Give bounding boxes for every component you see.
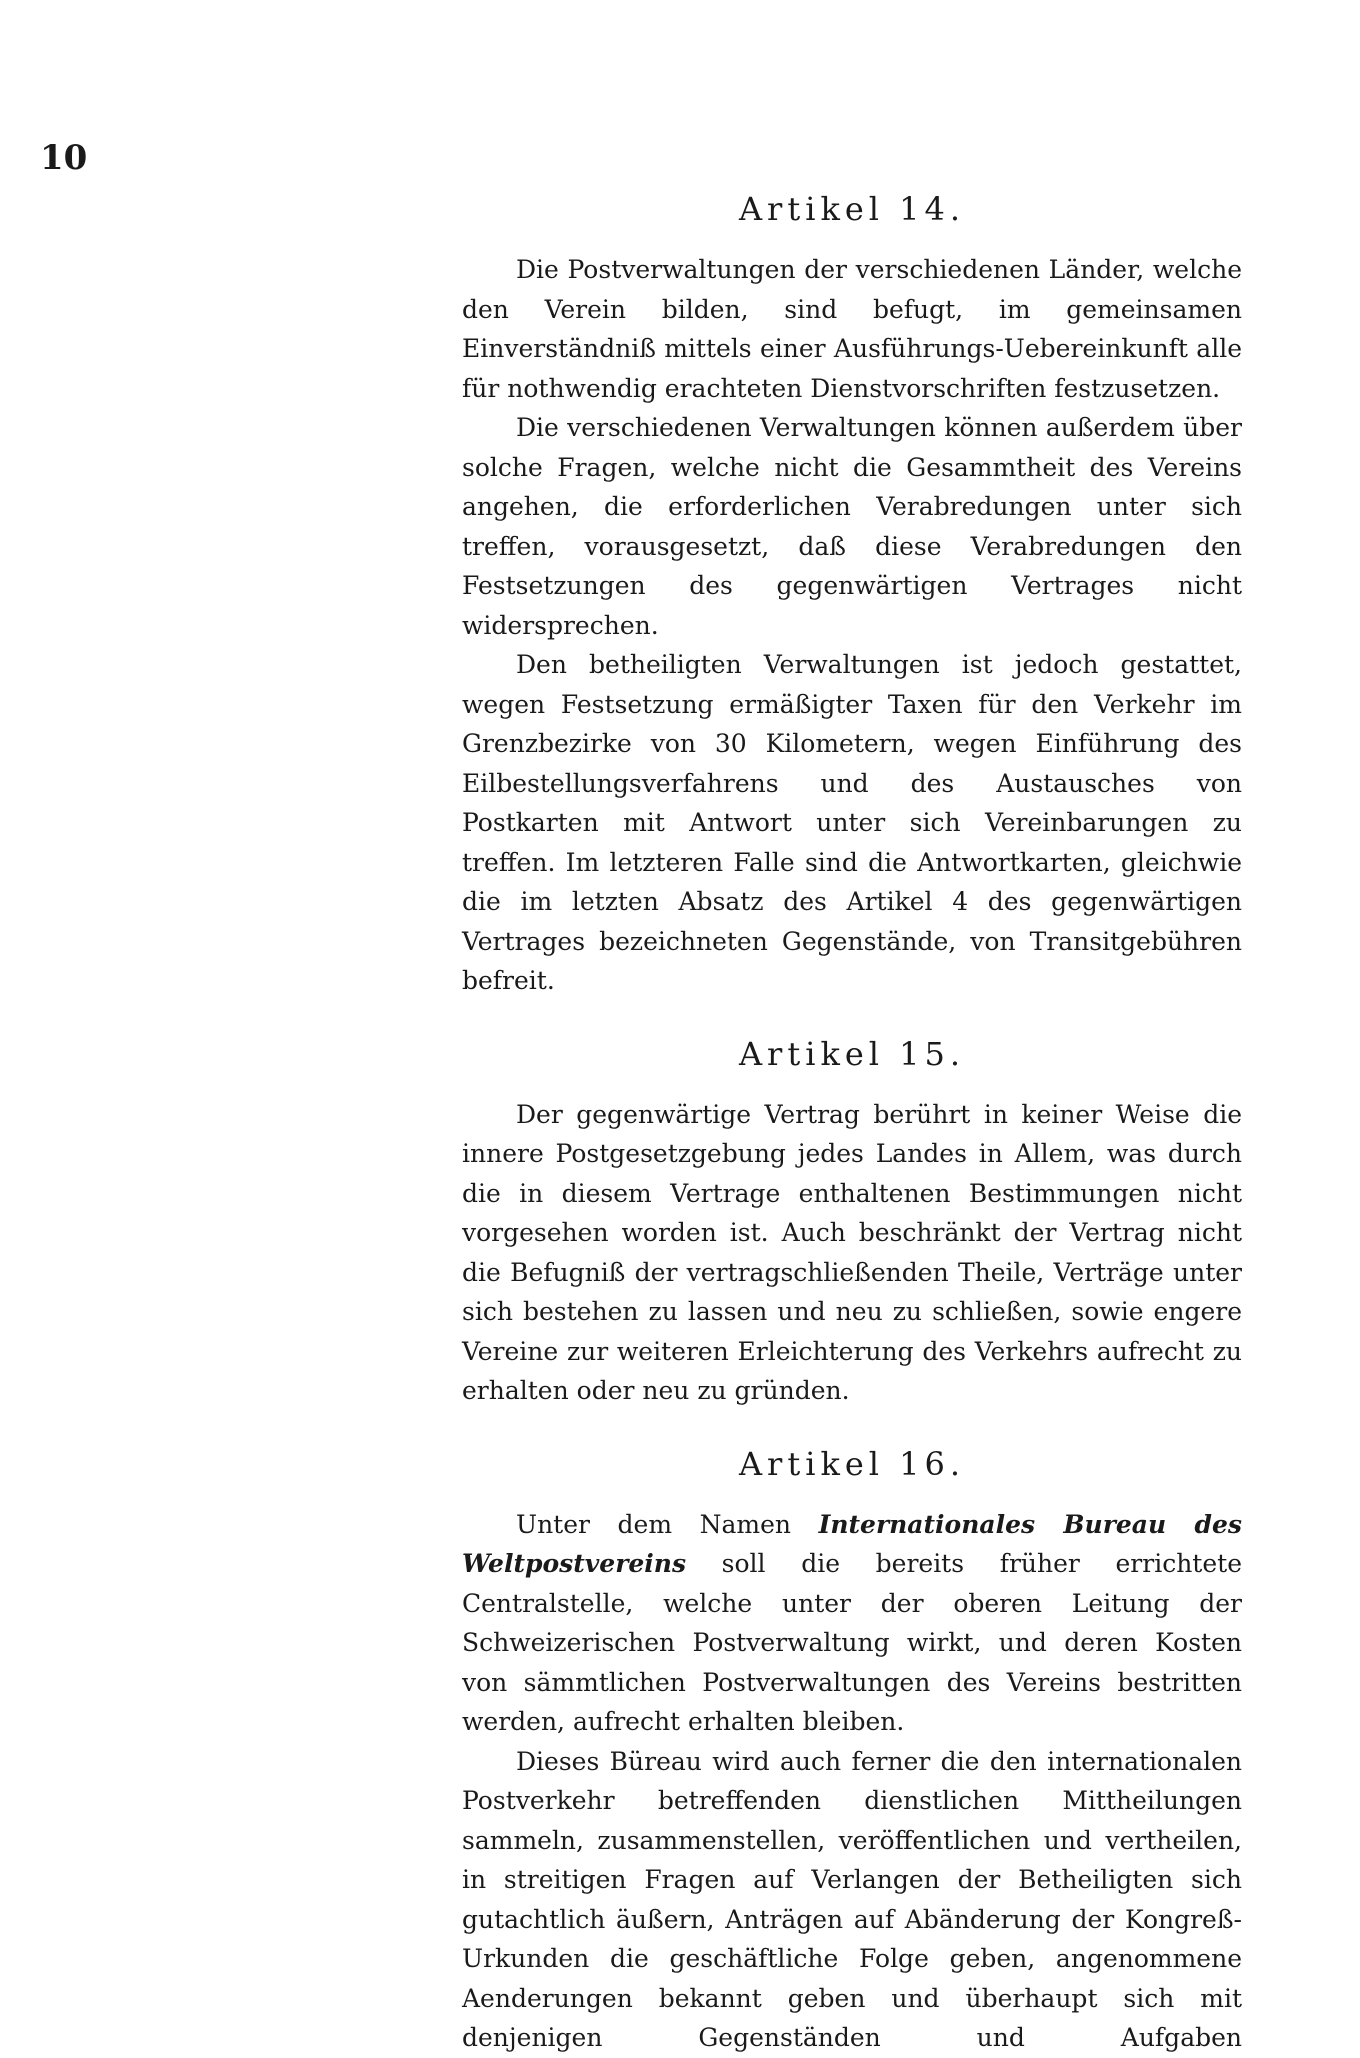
article-14-paragraph-3: Den betheiligten Verwaltungen ist jedoch gestattet, wegen Festsetzung ermäßigter Taxen für den Verkehr im Grenzbezirke von 30 Kilometern, wegen Einführung des Eilbestellungsverfahrens und des Austausches von Postkarten mit Antwort unter sich Vereinbarungen zu treffen. Im letzteren Falle sind die Antwortkarten, gleichwie die im letzten Absatz des Artikel 4 des gegenwärtigen Vertrages bezeichneten Gegenstände, von Transitgebühren befreit. [462, 650, 1242, 995]
article-16-paragraph-1 [462, 1505, 1242, 1742]
article-16-p1-text-before: Unter dem Namen [516, 1509, 819, 1539]
article-14-paragraph-1: Die Postverwaltungen der verschiedenen Länder, welche den Verein bilden, sind befugt, im gemeinsamen Einverständniß mittels einer Ausführungs-Uebereinkunft alle für nothwendig erachteten Dienstvorschriften festzusetzen. [462, 255, 1242, 403]
page-number: 10 [40, 138, 88, 178]
article-14 [462, 190, 1242, 1001]
text-column [462, 190, 1242, 2058]
article-15-heading: Artikel 15. [738, 1034, 966, 1073]
article-16 [462, 1445, 1242, 2058]
article-14-heading: Artikel 14. [738, 190, 966, 228]
article-15-paragraph-1: Der gegenwärtige Vertrag berührt in keiner Weise die innere Postgesetzgebung jedes Landes in Allem, was durch die in diesem Vertrage enthaltenen Bestimmungen nicht vorgesehen worden ist. Auch beschränkt der Vertrag nicht die Befugniß der vertragschließenden Theile, Verträge unter sich bestehen zu lassen und neu zu schließen, sowie engere Vereine zur weiteren Erleichterung des Verkehrs aufrecht zu erhalten oder neu zu gründen. [462, 1099, 1242, 1405]
article-16-bureau-name: Internationales Bureau des Weltpostvereins [462, 1509, 1242, 1578]
article-15 [462, 1035, 1242, 1411]
article-16-paragraph-2: Dieses Büreau wird auch ferner die den internationalen Postverkehr betreffenden dienstlichen Mittheilungen sammeln, zusammenstellen, veröffentlichen und vertheilen, in streitigen Fragen auf Verlangen der Betheiligten sich gutachtlich äußern, Anträgen auf Abänderung der Kongreß-Urkunden die geschäftliche Folge geben, angenommene Aenderungen bekannt geben und überhaupt sich mit denjenigen Gegenständen und Aufgaben [462, 1746, 1242, 2052]
article-16-heading: Artikel 16. [738, 1444, 966, 1483]
article-14-paragraph-2: Die verschiedenen Verwaltungen können außerdem über solche Fragen, welche nicht die Gesammtheit des Vereins angehen, die erforderlichen Verabredungen unter sich treffen, vorausgesetzt, daß diese Verabredungen den Festsetzungen des gegenwärtigen Vertrages nicht widersprechen. [462, 413, 1242, 640]
article-16-p1-text-after: soll die bereits früher errichtete Centralstelle, welche unter der oberen Leitung der Schweizerischen Postverwaltung wirkt, und deren Kosten von sämmtlichen Postverwaltungen des Vereins bestritten werden, aufrecht erhalten bleiben. [462, 1549, 1242, 1736]
